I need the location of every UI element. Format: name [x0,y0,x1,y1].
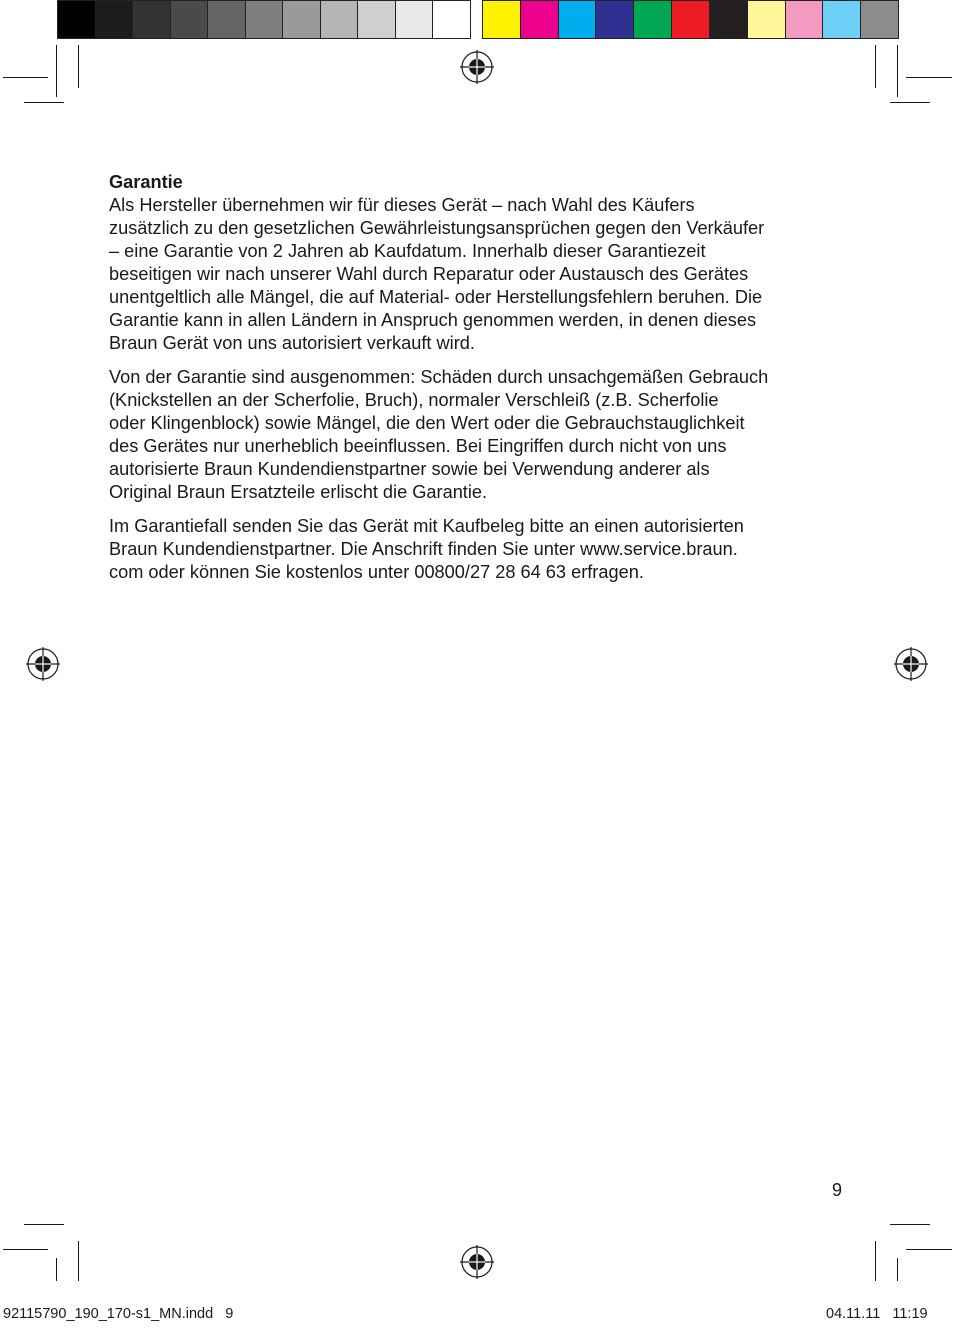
grayscale-swatches [57,0,471,39]
color-swatch [283,1,321,38]
crop-mark [3,1249,48,1250]
color-calibration-bar [57,0,899,39]
color-swatch [748,1,786,38]
crop-mark [3,77,48,78]
color-swatch [786,1,824,38]
registration-mark-icon [26,647,60,681]
crop-mark [875,1241,876,1281]
crop-mark [890,1224,930,1225]
color-swatch [133,1,171,38]
crop-mark [906,77,952,78]
color-swatch [521,1,559,38]
section-heading: Garantie [109,172,183,192]
color-swatch [861,1,898,38]
crop-mark [875,45,876,88]
color-swatch [396,1,434,38]
registration-mark-icon [460,50,494,84]
footer-date-info: 04.11.11 11:19 [826,1306,928,1322]
crop-mark [24,102,64,103]
color-swatch [823,1,861,38]
crop-mark [78,1241,79,1281]
color-swatch [596,1,634,38]
color-swatch [171,1,209,38]
paragraph-claim-process: Im Garantiefall senden Sie das Gerät mit Kaufbeleg bitte an einen autorisierten Braun Kundendienstpartner. Die Anschrift finden Sie unter www.service.braun. com oder können Sie kostenlos unter 00800/27 28 64 63 erfragen. [109,516,744,582]
color-swatch [634,1,672,38]
crop-mark [24,1224,64,1225]
crop-mark [56,1258,57,1281]
color-swatches [482,0,899,39]
page-number: 9 [832,1180,843,1200]
paragraph-exclusions: Von der Garantie sind ausgenommen: Schäden durch unsachgemäßen Gebrauch (Knickstellen an der Scherfolie, Bruch), normaler Verschleiß (z.B. Scherfolie oder Klingenblock) sowie Mängel, die den Wert oder die Gebrauchstauglichkeit des Gerätes nur unerheblich beeinflussen. Bei Eingriffen durch nicht von uns autorisierte Braun Kundendienstpartner sowie bei Verwendung anderer als Original Braun Ersatzteile erlischt die Garantie. [109,367,769,502]
color-swatch [358,1,396,38]
color-swatch [710,1,748,38]
color-swatch [433,1,470,38]
color-swatch [96,1,134,38]
color-swatch [559,1,597,38]
crop-mark [906,1249,952,1250]
color-swatch [321,1,359,38]
color-swatch [483,1,521,38]
crop-mark [890,102,930,103]
crop-mark [897,1258,898,1281]
color-swatch [246,1,284,38]
registration-mark-icon [460,1245,494,1279]
crop-mark [78,45,79,88]
color-swatch [672,1,710,38]
registration-mark-icon [894,647,928,681]
color-swatch [208,1,246,38]
document-body [109,171,849,595]
crop-mark [56,45,57,97]
footer-file-info: 92115790_190_170-s1_MN.indd 9 [3,1306,234,1322]
paragraph-warranty-terms: Als Hersteller übernehmen wir für dieses Gerät – nach Wahl des Käufers zusätzlich zu den gesetzlichen Gewährleistungsansprüchen gegen den Verkäufer – eine Garantie von 2 Jahren ab Kaufdatum. Innerhalb dieser Garantiezeit beseitigen wir nach unserer Wahl durch Reparatur oder Austausch des Gerätes unentgeltlich alle Mängel, die auf Material- oder Herstellungsfehlern beruhen. Die Garantie kann in allen Ländern in Anspruch genommen werden, in denen dieses Braun Gerät von uns autorisiert verkauft wird. [109,195,765,353]
color-swatch [58,1,96,38]
crop-mark [897,45,898,97]
